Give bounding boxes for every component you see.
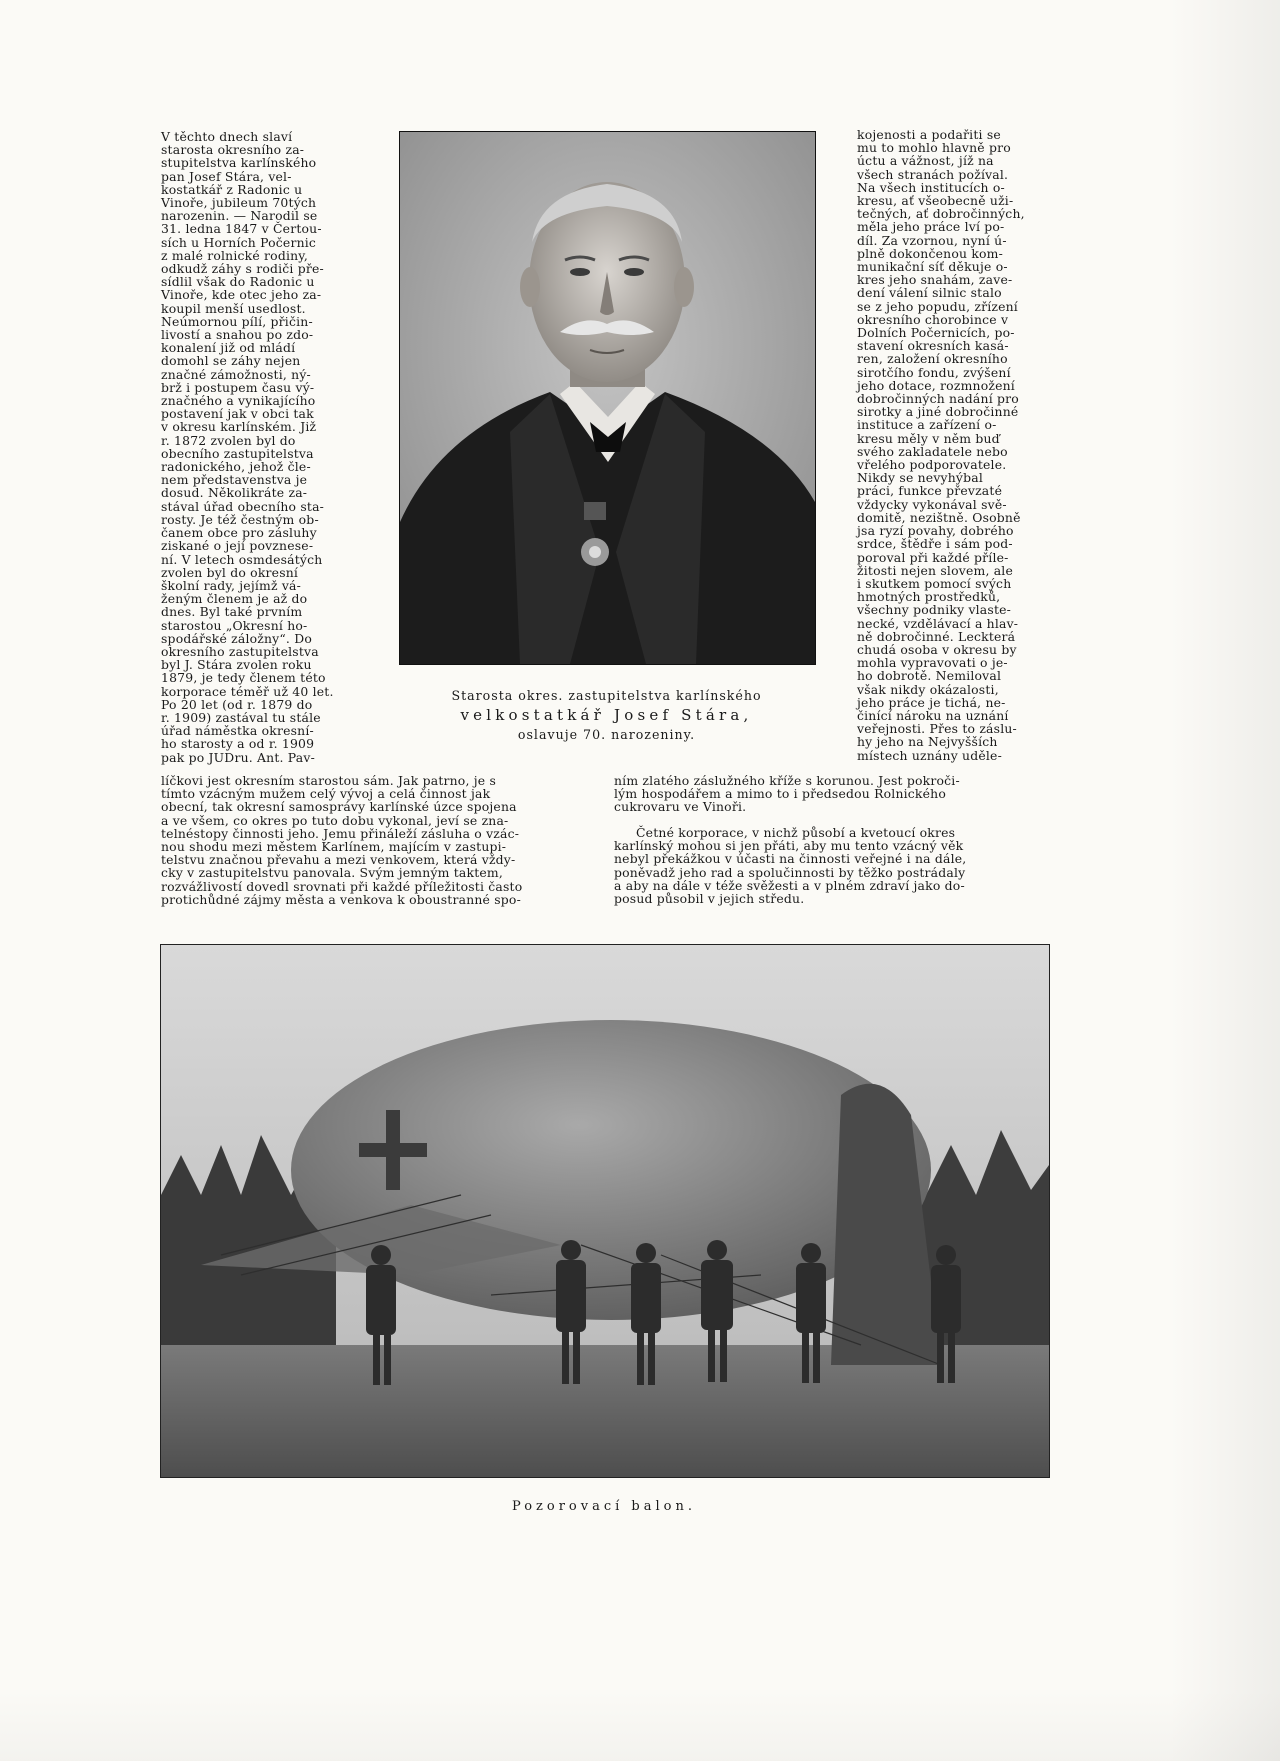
portrait-photo <box>399 131 816 665</box>
portrait-caption-line3: oslavuje 70. narozeniny. <box>517 727 696 742</box>
balloon-photo-caption: Pozorovací balon. <box>512 1499 696 1514</box>
article-bottom-left: líčkovi jest okresním starostou sám. Jak patrno, je s tímto vzácným mužem celý vývoj a celá činnost jak obecní, tak okresní samosprávy karlínské úzce spojena a ve všem, co okres po tuto dobu vykonal, jeví se zna- telnéstopy činnosti jeho. Jemu přináleží zásluha o vzác- nou shodu mezi městem Karlínem, majícím v zastupi- telstvu značnou převahu a mezi venkovem, která vždy- cky v zastupitelstvu panovala. Svým jemným taktem, rozvážlivostí dovedl srovnati při každé příležitosti často protichůdné zájmy města a venkova k oboustranné spo- <box>161 773 523 907</box>
article-right-column: kojenosti a podařiti se mu to mohlo hlavně pro úctu a vážnost, jíž na všech stranách požíval. Na všech institucích o- kresu, ať všeobecně uži- tečných, ať dobročinných, měla jeho práce lví po- díl. Za vzornou, nyní ú- plně dokončenou kom- munikační síť děkuje o- kres jeho snahám, zave- dení válení silnic stalo se z jeho popudu, zřízení okresního chorobince v Dolních Počernicích, po- stavení okresních kasá- ren, založení okresního sirotčího fondu, zvýšení jeho dotace, rozmnožení dobročinných nadání pro sirotky a jiné dobročinné instituce a zařízení o- kresu měly v něm buď svého zakladatele nebo vřelého podporovatele. Nikdy se nevyhýbal práci, funkce převzaté vždycky vykonával svě- domitě, nezištně. Osobně jsa ryzí povahy, dobrého srdce, štědře i sám pod- poroval při každé příle- žitosti nejen slovem, ale i skutkem pomocí svých hmotných prostředků, všechny podniky vlaste- necké, vzdělávací a hlav- ně dobročinné. Leckterá chudá osoba v okresu by mohla vypravovati o je- ho dobrotě. Nemiloval však nikdy okázalosti, jeho práce je tichá, ne- činící nároku na uznání veřejnosti. Přes to záslu- hy jeho na Nejvyšších místech uznány uděle- <box>857 127 1025 763</box>
article-left-column: V těchto dnech slaví starosta okresního za- stupitelstva karlínského pan Josef Stára, vel- kostatkář z Radonic u Vinoře, jubileum 70tých narozenin. — Narodil se 31. ledna 1847 v Čertou- sích u Horních Počernic z malé rolnické rodiny, odkudž záhy s rodiči pře- sídlil však do Radonic u Vinoře, kde otec jeho za- koupil menší usedlost. Neúmornou pílí, přičin- livostí a snahou po zdo- konalení již od mládí domohl se záhy nejen značné zámožnosti, ný- brž i postupem času vý- značného a vynikajícího postavení jak v obci tak v okresu karlínském. Již r. 1872 zvolen byl do obecního zastupitelstva radonického, jehož čle- nem představenstva je dosud. Několikráte za- stával úřad obecního sta- rosty. Je též čestným ob- čanem obce pro zásluhy ziskané o její povznese- ní. V letech osmdesátých zvolen byl do okresní školní rady, jejímž vá- ženým členem je až do dnes. Byl také prvním starostou „Okresní ho- spodářské záložny“. Do okresního zastupitelstva byl J. Stára zvolen roku 1879, je tedy členem této korporace téměř už 40 let. Po 20 let (od r. 1879 do r. 1909) zastával tu stále úřad náměstka okresní- ho starosty a od r. 1909 pak po JUDru. Ant. Pav- <box>161 129 334 765</box>
page-edge-shadow <box>1170 0 1280 1761</box>
page-bottom-shadow <box>0 1691 1280 1761</box>
article-bottom-right-paragraph: Četné korporace, v nichž působí a kvetoucí okres karlínský mohou si jen přáti, aby mu tento vzácný věk nebyl překážkou v účasti na činnosti veřejné i na dále, poněvadž jeho rad a spolučinnosti by těžko postrádaly a aby na dále v téže svěžesti a v plném zdraví jako do- posud působil v jejich středu. <box>614 825 967 907</box>
portrait-caption-name: velkostatkář Josef Stára, <box>460 706 753 724</box>
article-bottom-right: ním zlatého záslužného kříže s korunou. Jest pokroči- lým hospodářem a mimo to i předsedou Rolnického cukrovaru ve Vinoři. <box>614 773 960 815</box>
observation-balloon-photo <box>160 944 1050 1478</box>
portrait-caption-line1: Starosta okres. zastupitelstva karlínského <box>451 688 762 703</box>
